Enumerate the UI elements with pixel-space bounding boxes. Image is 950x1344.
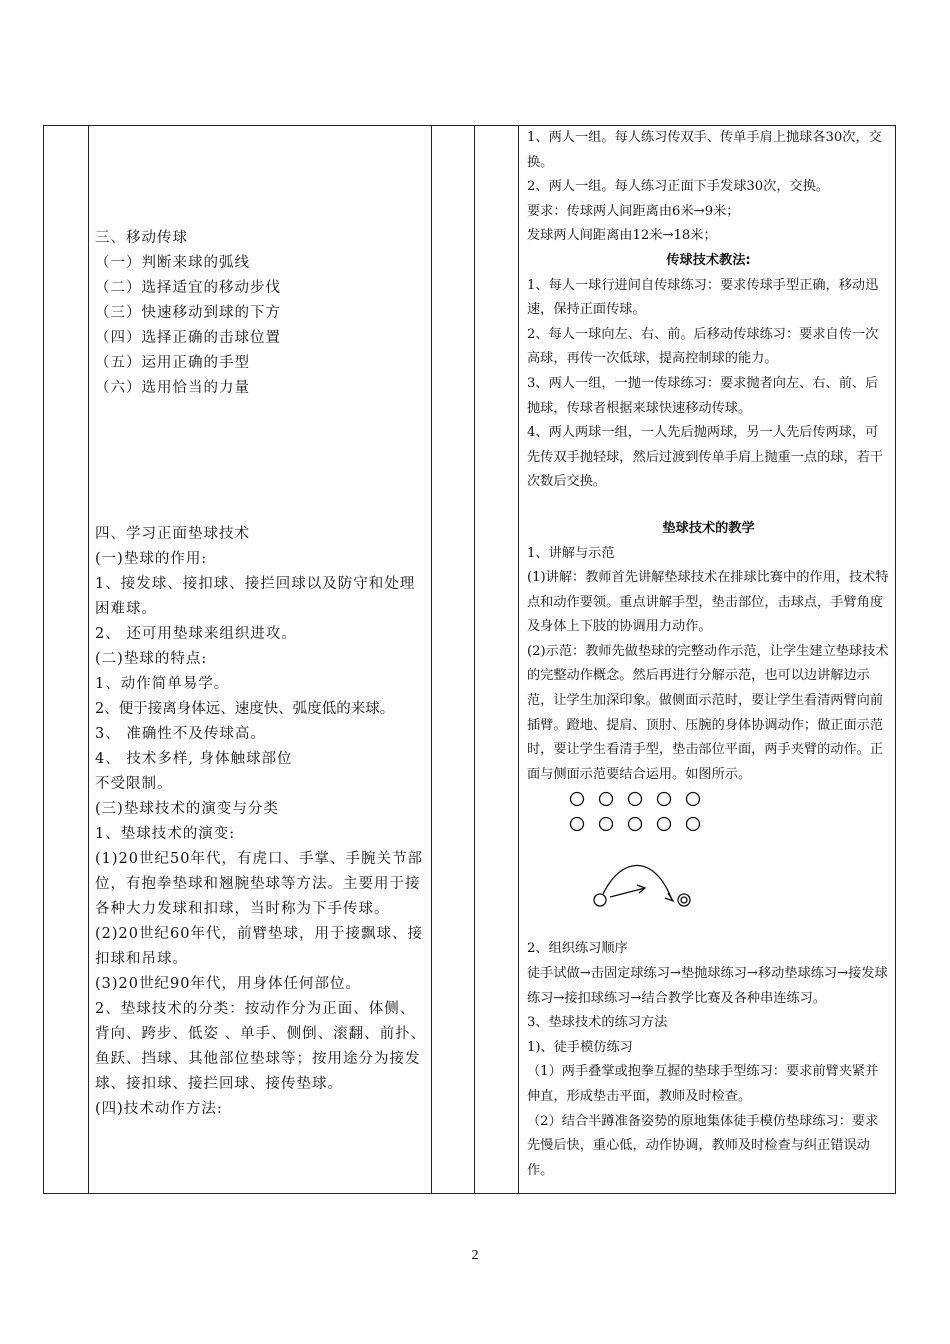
list-item: （四）选择正确的击球位置 [95, 330, 281, 346]
column-divider [518, 126, 519, 1193]
paragraph: (3)20世纪90年代，用身体任何部位。 [95, 976, 361, 992]
player-marker [629, 818, 642, 831]
paragraph: 3、两人一组，一抛一传球练习：要求抛者向左、右、前、后抛球，传球者根据来球快速移动传球。 [527, 375, 879, 416]
ball-marker [681, 897, 687, 903]
section-title: 三、移动传球 [95, 230, 188, 246]
column-divider [88, 126, 89, 1193]
paragraph: (四)技术动作方法: [95, 1101, 223, 1117]
paragraph: (1)20世纪50年代，有虎口、手掌、手腕关节部位，有抱拳垫球和翘腕垫球等方法。主要用于接各种大力发球和扣球，当时称为下手传球。 [95, 851, 423, 917]
student-marker [594, 894, 606, 906]
ball-trajectory [603, 866, 672, 901]
player-marker [629, 793, 642, 806]
list-item: （五）运用正确的手型 [95, 355, 250, 371]
player-marker [687, 818, 700, 831]
paragraph: (1)讲解：教师首先讲解垫球技术在排球比赛中的作用，技术特点和动作要领。重点讲解手型，垫击部位，击球点，手臂角度及身体上下肢的协调用力动作。 [527, 570, 889, 635]
paragraph: 4、两人两球一组，一人先后抛两球，另一人先后传两球，可先传双手抛轻球，然后过渡到传单手肩上抛重一点的球，若干次数后交换。 [527, 425, 884, 490]
paragraph: （1）两手叠掌或抱拳互握的垫球手型练习：要求前臂夹紧并伸直，形成垫击平面，教师及时检查。 [527, 1064, 879, 1104]
paragraph: 3、垫球技术的练习方法 [527, 1015, 668, 1031]
player-marker [571, 793, 584, 806]
paragraph: 发球两人间距离由12米→18米； [527, 228, 717, 244]
paragraph: 3、 准确性不及传球高。 [95, 726, 266, 742]
paragraph: 要求：传球两人间距离由6米→9米； [527, 203, 740, 219]
column-divider [474, 126, 475, 1193]
list-item: （六）选用恰当的力量 [95, 380, 250, 396]
paragraph: （2）结合半蹲准备姿势的原地集体徒手模仿垫球练习：要求先慢后快，重心低，动作协调，教师及时检查与纠正错误动作。 [527, 1113, 879, 1178]
paragraph: 1)、徒手模仿练习 [527, 1039, 633, 1055]
paragraph: 1、每人一球行进间自传球练习：要求传球手型正确，移动迅速，保持正面传球。 [527, 277, 879, 318]
paragraph: 1、垫球技术的演变: [95, 826, 236, 842]
drill-formation-diagram [527, 787, 890, 937]
player-marker [658, 793, 671, 806]
paragraph: (2)20世纪60年代，前臂垫球，用于接飘球、接扣球和吊球。 [95, 926, 423, 967]
section-heading: 传球技术教法: [666, 252, 751, 268]
paragraph: 4、 技术多样, 身体触球部位 [95, 751, 293, 767]
paragraph: 1、两人一组。每人练习传双手、传单手肩上抛球各30次，交换。 [527, 130, 882, 170]
list-item: （三）快速移动到球的下方 [95, 305, 281, 321]
paragraph: 1、接发球、接扣球、接拦回球以及防守和处理困难球。 [95, 576, 416, 617]
lesson-table [43, 125, 896, 1194]
content-column [95, 226, 430, 1122]
paragraph: 2、组织练习顺序 [527, 941, 628, 957]
paragraph: 2、垫球技术的分类：按动作分为正面、体侧、背向、跨步、低姿 、单手、侧倒、滚翻、前扑、鱼跃、挡球、其他部位垫球等；按用途分为接发球、接扣球、接拦回球、接传垫球。 [95, 1001, 427, 1092]
section-heading: 垫球技术的教学 [662, 520, 755, 536]
player-marker [658, 818, 671, 831]
player-marker [687, 793, 700, 806]
list-item: （二）选择适宜的移动步伐 [95, 280, 281, 296]
page-number: 2 [471, 1248, 479, 1263]
paragraph: 徒手试做→击固定球练习→垫抛球练习→移动垫球练习→接发球练习→接扣球练习→结合教学比赛及各种串连练习。 [527, 966, 888, 1006]
paragraph: 2、便于接离身体远、速度快、弧度低的来球。 [95, 701, 395, 717]
formation-svg [527, 787, 890, 937]
arrow-head [665, 893, 673, 901]
player-marker [571, 818, 584, 831]
section-title: 四、学习正面垫球技术 [95, 526, 250, 542]
method-column [527, 126, 890, 1183]
paragraph: 2、两人一组。每人练习正面下手发球30次，交换。 [527, 179, 830, 195]
paragraph: (三)垫球技术的演变与分类 [95, 801, 279, 817]
player-marker [600, 793, 613, 806]
paragraph: 不受限制。 [95, 776, 173, 792]
paragraph: 2、每人一球向左、右、前。后移动传球练习：要求自传一次高球，再传一次低球，提高控制球的能力。 [527, 326, 879, 367]
paragraph: (2)示范：教师先做垫球的完整动作示范，让学生建立垫球技术的完整动作概念。然后再进行分解示范，也可以边讲解边示范，让学生加深印象。做侧面示范时，要让学生看清两臂向前插臂。蹬地、提肩、顶肘、压腕的身体协调动作；做正面示范时，要让学生看清手型，垫击部位平面，两手夹臂的动作。正面与侧面示范要结合运用。如图所示。 [527, 643, 889, 782]
list-item: （一）判断来球的弧线 [95, 255, 250, 271]
paragraph: 2、 还可用垫球来组织进攻。 [95, 626, 297, 642]
paragraph: 1、动作简单易学。 [95, 676, 230, 692]
paragraph: (二)垫球的特点: [95, 651, 208, 667]
teacher-marker [678, 894, 690, 906]
paragraph: 1、讲解与示范 [527, 545, 615, 561]
player-marker [600, 818, 613, 831]
paragraph: (一)垫球的作用: [95, 551, 208, 567]
column-divider [431, 126, 432, 1193]
